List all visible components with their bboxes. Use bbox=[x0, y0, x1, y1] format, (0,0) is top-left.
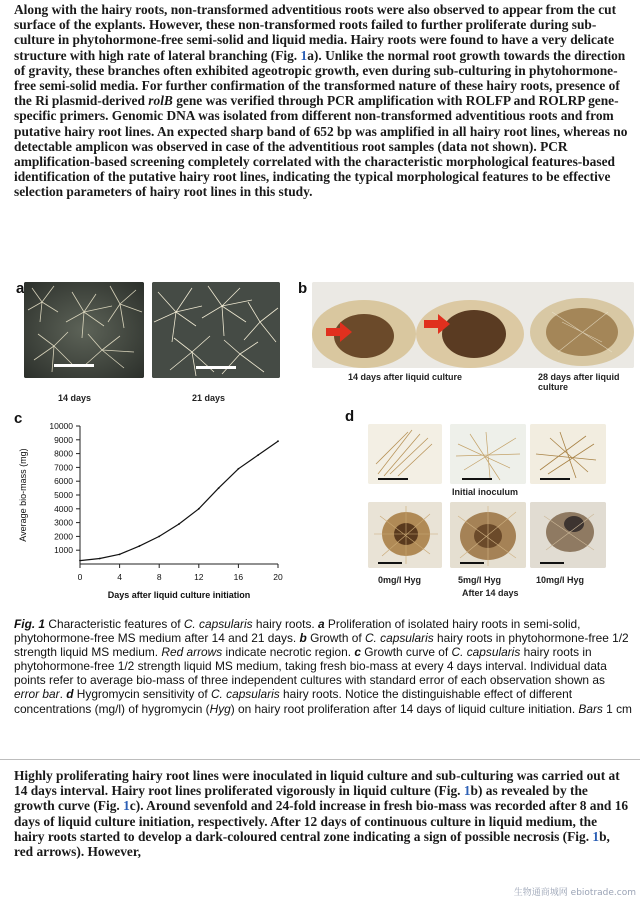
data-point bbox=[158, 536, 160, 538]
hairy-roots-image bbox=[152, 282, 280, 378]
species-name: C. capsularis bbox=[183, 617, 253, 631]
body-paragraph-top bbox=[14, 2, 630, 200]
root-sample-image bbox=[450, 424, 526, 484]
y-tick-label: 10000 bbox=[49, 421, 73, 431]
caption-text: hairy roots in phytohormone-free 1/2 strength liquid MS medium. bbox=[14, 631, 629, 660]
panel-d-5mg-hyg bbox=[450, 502, 526, 568]
text-run: Along with the hairy roots, non-transformed adventitious roots were also observed to appear from the cut surface of the explants. However, these non-transformed roots failed to further proliferate during sub-culture in phytohormone-free semi-solid and liquid media. Hairy roots were found to have a very delicate structure with high rate of lateral branching (Fig. bbox=[14, 2, 617, 63]
data-point bbox=[178, 523, 180, 525]
x-tick-label: 4 bbox=[117, 572, 122, 582]
caption-text: ) on hairy root proliferation after 14 days of liquid culture initiation. bbox=[230, 701, 579, 716]
root-sample-image bbox=[530, 502, 606, 568]
figure-reference-link[interactable]: 1 bbox=[592, 828, 600, 844]
data-point bbox=[79, 560, 81, 562]
panel-d-5mg-label: 5mg/l Hyg bbox=[458, 575, 502, 585]
x-tick-label: 12 bbox=[194, 572, 204, 582]
caption-text: . bbox=[59, 687, 67, 702]
caption-text: 1 cm bbox=[602, 701, 632, 716]
text-run: c). Around sevenfold and 24-fold increase in fresh bio-mass was recorded after 8 and 16 days of liquid culture initiation, respectively. After 12 days of continuous culture in liquid medium, the hairy roots started to develop a dark-coloured central zone indicating a sign of possible necrosis (Fig. bbox=[14, 798, 629, 844]
panel-d-0mg-hyg bbox=[368, 502, 442, 568]
y-tick-label: 4000 bbox=[54, 503, 73, 514]
text-run: b, red arrows). However, bbox=[14, 828, 610, 860]
y-tick-label: 3000 bbox=[54, 517, 73, 528]
panel-d-10mg-label: 10mg/l Hyg bbox=[536, 575, 585, 585]
panel-c-letter: c bbox=[14, 410, 23, 427]
y-tick-label: 2000 bbox=[54, 531, 73, 542]
root-sample-image bbox=[368, 502, 442, 568]
caption-term: Hyg bbox=[209, 701, 231, 716]
panel-a-photo-14-days bbox=[24, 282, 144, 378]
root-sample-image bbox=[450, 502, 526, 568]
root-sample-image bbox=[368, 424, 442, 484]
caption-panel-ref: a bbox=[318, 617, 325, 631]
text-run: b) as revealed by the growth curve (Fig. bbox=[14, 783, 588, 814]
root-sample-image bbox=[530, 424, 606, 484]
panel-d-after-14-days-label: After 14 days bbox=[462, 588, 519, 598]
text-run: a). Unlike the normal root growth towards the direction of gravity, these branches often exhibited ageotropic growth, even during sub-culturing in phytohormone-free semi-solid media. For further confirmation of the transformed nature of these hairy roots, presence of the Ri plasmid-derived bbox=[14, 47, 626, 109]
panel-b-label-28-days: 28 days after liquid culture bbox=[538, 372, 620, 392]
body-paragraph-bottom bbox=[14, 768, 630, 859]
caption-panel-ref: d bbox=[66, 687, 74, 702]
caption-panel-ref: b bbox=[299, 631, 307, 646]
caption-text: hairy roots. bbox=[252, 617, 318, 631]
panel-d-0mg-label: 0mg/l Hyg bbox=[378, 575, 422, 585]
figure-reference-link[interactable]: 1 bbox=[463, 783, 471, 799]
gene-name: rolB bbox=[148, 93, 173, 109]
data-point bbox=[119, 553, 121, 555]
caption-text: hairy roots. Notice the distinguishable effect of different concentrations (mg/l) of hygromycin ( bbox=[14, 687, 573, 716]
caption-text: hairy roots in phytohormone-free 1/2 strength liquid MS medium, taking fresh bio-mass at every 4 days interval. Individual data points refer to average bio-mass of three independent cultures with standard error of each observation shown as bbox=[14, 645, 607, 688]
panel-a-label-14-days: 14 days bbox=[58, 393, 92, 403]
y-tick-label: 8000 bbox=[54, 448, 73, 459]
panel-d-initial-inoculum-1 bbox=[368, 424, 442, 484]
figure-caption bbox=[14, 617, 632, 716]
data-point bbox=[139, 545, 141, 547]
watermark: 生物通商城网 ebiotrade.com bbox=[513, 888, 636, 898]
x-tick-label: 8 bbox=[156, 572, 162, 582]
culture-flasks-image bbox=[312, 282, 634, 368]
caption-text: Characteristic features of bbox=[45, 617, 184, 631]
hairy-roots-image bbox=[24, 282, 144, 378]
data-point bbox=[238, 468, 240, 470]
caption-text: indicate necrotic region. bbox=[222, 645, 355, 660]
caption-panel-ref: c bbox=[354, 645, 361, 660]
y-tick-label: 5000 bbox=[54, 490, 73, 500]
panel-d-letter: d bbox=[345, 408, 355, 425]
text-run: gene was verified through PCR amplification with ROLFP and ROLRP gene-specific primers. Genomic DNA was isolated from different non-transformed adventitious roots and from putative hairy root lines. An expected sharp band of 652 bp was amplified in all hairy root lines, whereas no detectable amplicon was observed in case of the adventitious root samples (data not shown). PCR amplification-based screening completely correlated with the characteristic morphological features-based identification of the putative hairy root lines, indicating the typical morphological features to be effective selection parameters of hairy root lines in this study. bbox=[14, 93, 628, 200]
panel-d-initial-inoculum-3 bbox=[530, 424, 606, 484]
caption-fig-label: Fig. 1 bbox=[14, 617, 46, 631]
caption-text: Hygromycin sensitivity of bbox=[73, 687, 211, 702]
panel-b-label-14-days: 14 days after liquid culture bbox=[348, 372, 463, 382]
panel-a-label-21-days: 21 days bbox=[192, 393, 226, 403]
x-tick-label: 16 bbox=[233, 572, 244, 582]
text-run: Highly proliferating hairy root lines were inoculated in liquid culture and sub-culturing was carried out at 14 days interval. Hairy root lines proliferated vigorously in liquid culture (Fig. bbox=[14, 768, 620, 799]
data-point bbox=[257, 454, 259, 456]
panel-b-photo-flasks bbox=[312, 282, 634, 368]
growth-curve-chart bbox=[8, 414, 298, 600]
figure-reference-link[interactable]: 1 bbox=[300, 47, 308, 63]
x-tick-label: 20 bbox=[273, 572, 283, 582]
species-name: C. capsularis bbox=[451, 645, 521, 660]
data-point bbox=[218, 487, 220, 489]
x-tick-label: 0 bbox=[77, 572, 83, 582]
divider bbox=[0, 759, 640, 760]
y-tick-label: 6000 bbox=[54, 476, 73, 487]
data-point bbox=[198, 508, 200, 510]
y-tick-label: 1000 bbox=[54, 545, 73, 556]
caption-text: Growth of bbox=[306, 631, 365, 646]
caption-text: Growth curve of bbox=[361, 645, 452, 660]
species-name: C. capsularis bbox=[210, 687, 280, 702]
y-axis-label: Average bio-mass (mg) bbox=[18, 448, 28, 542]
caption-term: Red arrows bbox=[161, 645, 223, 660]
caption-term: error bar bbox=[14, 687, 60, 702]
y-tick-label: 7000 bbox=[54, 462, 73, 473]
growth-curve-line bbox=[80, 441, 278, 560]
figure-reference-link[interactable]: 1 bbox=[123, 798, 130, 814]
y-tick-label: 9000 bbox=[54, 434, 73, 445]
x-axis-label: Days after liquid culture initiation bbox=[107, 590, 251, 600]
caption-term: Bars bbox=[578, 701, 603, 716]
panel-d-10mg-hyg bbox=[530, 502, 606, 568]
panel-d-initial-inoculum-2 bbox=[450, 424, 526, 484]
panel-b-letter: b bbox=[298, 280, 308, 297]
species-name: C. capsularis bbox=[364, 631, 434, 646]
data-point bbox=[99, 558, 101, 560]
caption-text: Proliferation of isolated hairy roots in semi-solid, phytohormone-free MS medium after 14 and 21 days. bbox=[14, 617, 581, 646]
panel-a-photo-21-days bbox=[152, 282, 280, 378]
panel-d-initial-inoculum-label: Initial inoculum bbox=[452, 487, 519, 497]
panel-a-letter: a bbox=[16, 280, 25, 297]
data-point bbox=[277, 440, 279, 442]
